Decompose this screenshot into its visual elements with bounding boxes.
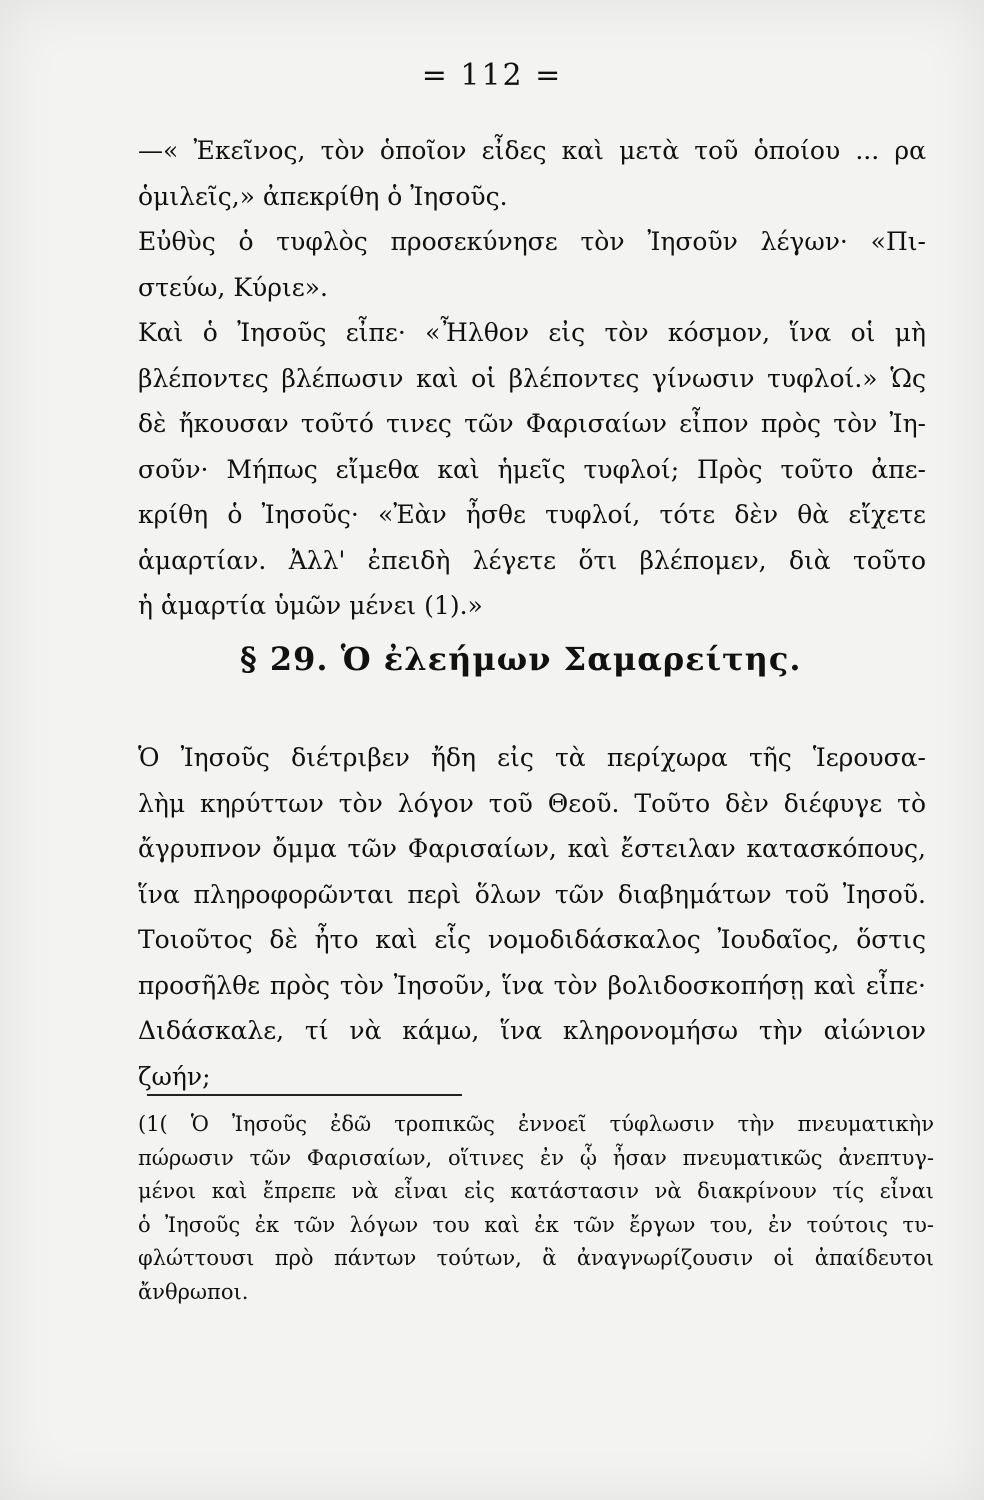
- text-line: λὴμ κηρύττων τὸν λόγον τοῦ Θεοῦ. Τοῦτο δὲν διέφυγε τὸ: [138, 788, 926, 818]
- section-number: § 29.: [240, 640, 329, 678]
- section-heading: [240, 640, 802, 678]
- text-line: ἁμαρτίαν. Ἀλλ' ἐπειδὴ λέγετε ὅτι βλέπομεν, διὰ τοῦτο: [138, 545, 926, 575]
- text-line: Ὁ Ἰησοῦς διέτριβεν ἤδη εἰς τὰ περίχωρα τῆς Ἱερουσα-: [138, 743, 926, 772]
- footnote-divider: [147, 1094, 462, 1096]
- text-line: βλέποντες βλέπωσιν καὶ οἱ βλέποντες γίνωσιν τυφλοί.» Ὡς: [138, 363, 926, 393]
- footnote-line: ὁ Ἰησοῦς ἐκ τῶν λόγων του καὶ ἐκ τῶν ἔργων του, ἐν τούτοις τυ-: [138, 1212, 934, 1237]
- text-line: σοῦν· Μήπως εἴμεθα καὶ ἡμεῖς τυφλοί; Πρὸς τοῦτο ἀπε-: [138, 454, 926, 484]
- text-line: ἵνα πληροφορῶνται περὶ ὅλων τῶν διαβημάτων τοῦ Ἰησοῦ.: [138, 879, 926, 909]
- text-line: ὁμιλεῖς,» ἀπεκρίθη ὁ Ἰησοῦς.: [138, 181, 508, 211]
- text-line: ζωήν;: [138, 1061, 211, 1091]
- footnote-line: φλώττουσι πρὸ πάντων τούτων, ἃ ἀναγνωρίζουσιν οἱ ἀπαίδευτοι: [138, 1246, 934, 1270]
- text-line: ἄγρυπνον ὄμμα τῶν Φαρισαίων, καὶ ἔστειλαν κατασκόπους,: [138, 834, 926, 863]
- footnote-line: ἄνθρωποι.: [138, 1279, 249, 1304]
- text-line: —« Ἐκεῖνος, τὸν ὁποῖον εἶδες καὶ μετὰ τοῦ ὁποίου ... ρα: [138, 136, 926, 165]
- text-line: ἡ ἁμαρτία ὑμῶν μένει (1).»: [138, 591, 483, 620]
- footnote-line: μένοι καὶ ἔπρεπε νὰ εἶναι εἰς κατάστασιν νὰ διακρίνουν τίς εἶναι: [138, 1179, 934, 1203]
- main-text-upper: [138, 128, 926, 629]
- main-text-lower: [138, 735, 926, 1099]
- footnote: [138, 1108, 934, 1309]
- text-line: δὲ ἤκουσαν τοῦτό τινες τῶν Φαρισαίων εἶπον πρὸς τὸν Ἰη-: [138, 409, 926, 438]
- text-line: Καὶ ὁ Ἰησοῦς εἶπε· «Ἦλθον εἰς τὸν κόσμον, ἵνα οἱ μὴ: [138, 318, 926, 347]
- text-line: προσῆλθε πρὸς τὸν Ἰησοῦν, ἵνα τὸν βολιδοσκοπήσῃ καὶ εἶπε·: [138, 970, 926, 1000]
- text-line: κρίθη ὁ Ἰησοῦς· «Ἐὰν ἦσθε τυφλοί, τότε δὲν θὰ εἴχετε: [138, 500, 926, 529]
- text-line: Διδάσκαλε, τί νὰ κάμω, ἵνα κληρονομήσω τὴν αἰώνιον: [138, 1016, 926, 1045]
- text-line: Τοιοῦτος δὲ ἦτο καὶ εἷς νομοδιδάσκαλος Ἰουδαῖος, ὅστις: [138, 925, 926, 954]
- section-title: Ὁ ἐλεήμων Σαμαρείτης.: [340, 640, 802, 678]
- footnote-line: (1( Ὁ Ἰησοῦς ἐδῶ τροπικῶς ἐννοεῖ τύφλωσιν τὴν πνευματικὴν: [138, 1112, 934, 1136]
- text-line: στεύω, Κύριε».: [138, 272, 328, 302]
- footnote-line: πώρωσιν τῶν Φαρισαίων, οἵτινες ἐν ᾧ ἦσαν πνευματικῶς ἀνεπτυγ-: [138, 1145, 934, 1170]
- page-number: = 112 =: [421, 58, 563, 93]
- text-line: Εὐθὺς ὁ τυφλὸς προσεκύνησε τὸν Ἰησοῦν λέγων· «Πι-: [138, 227, 926, 256]
